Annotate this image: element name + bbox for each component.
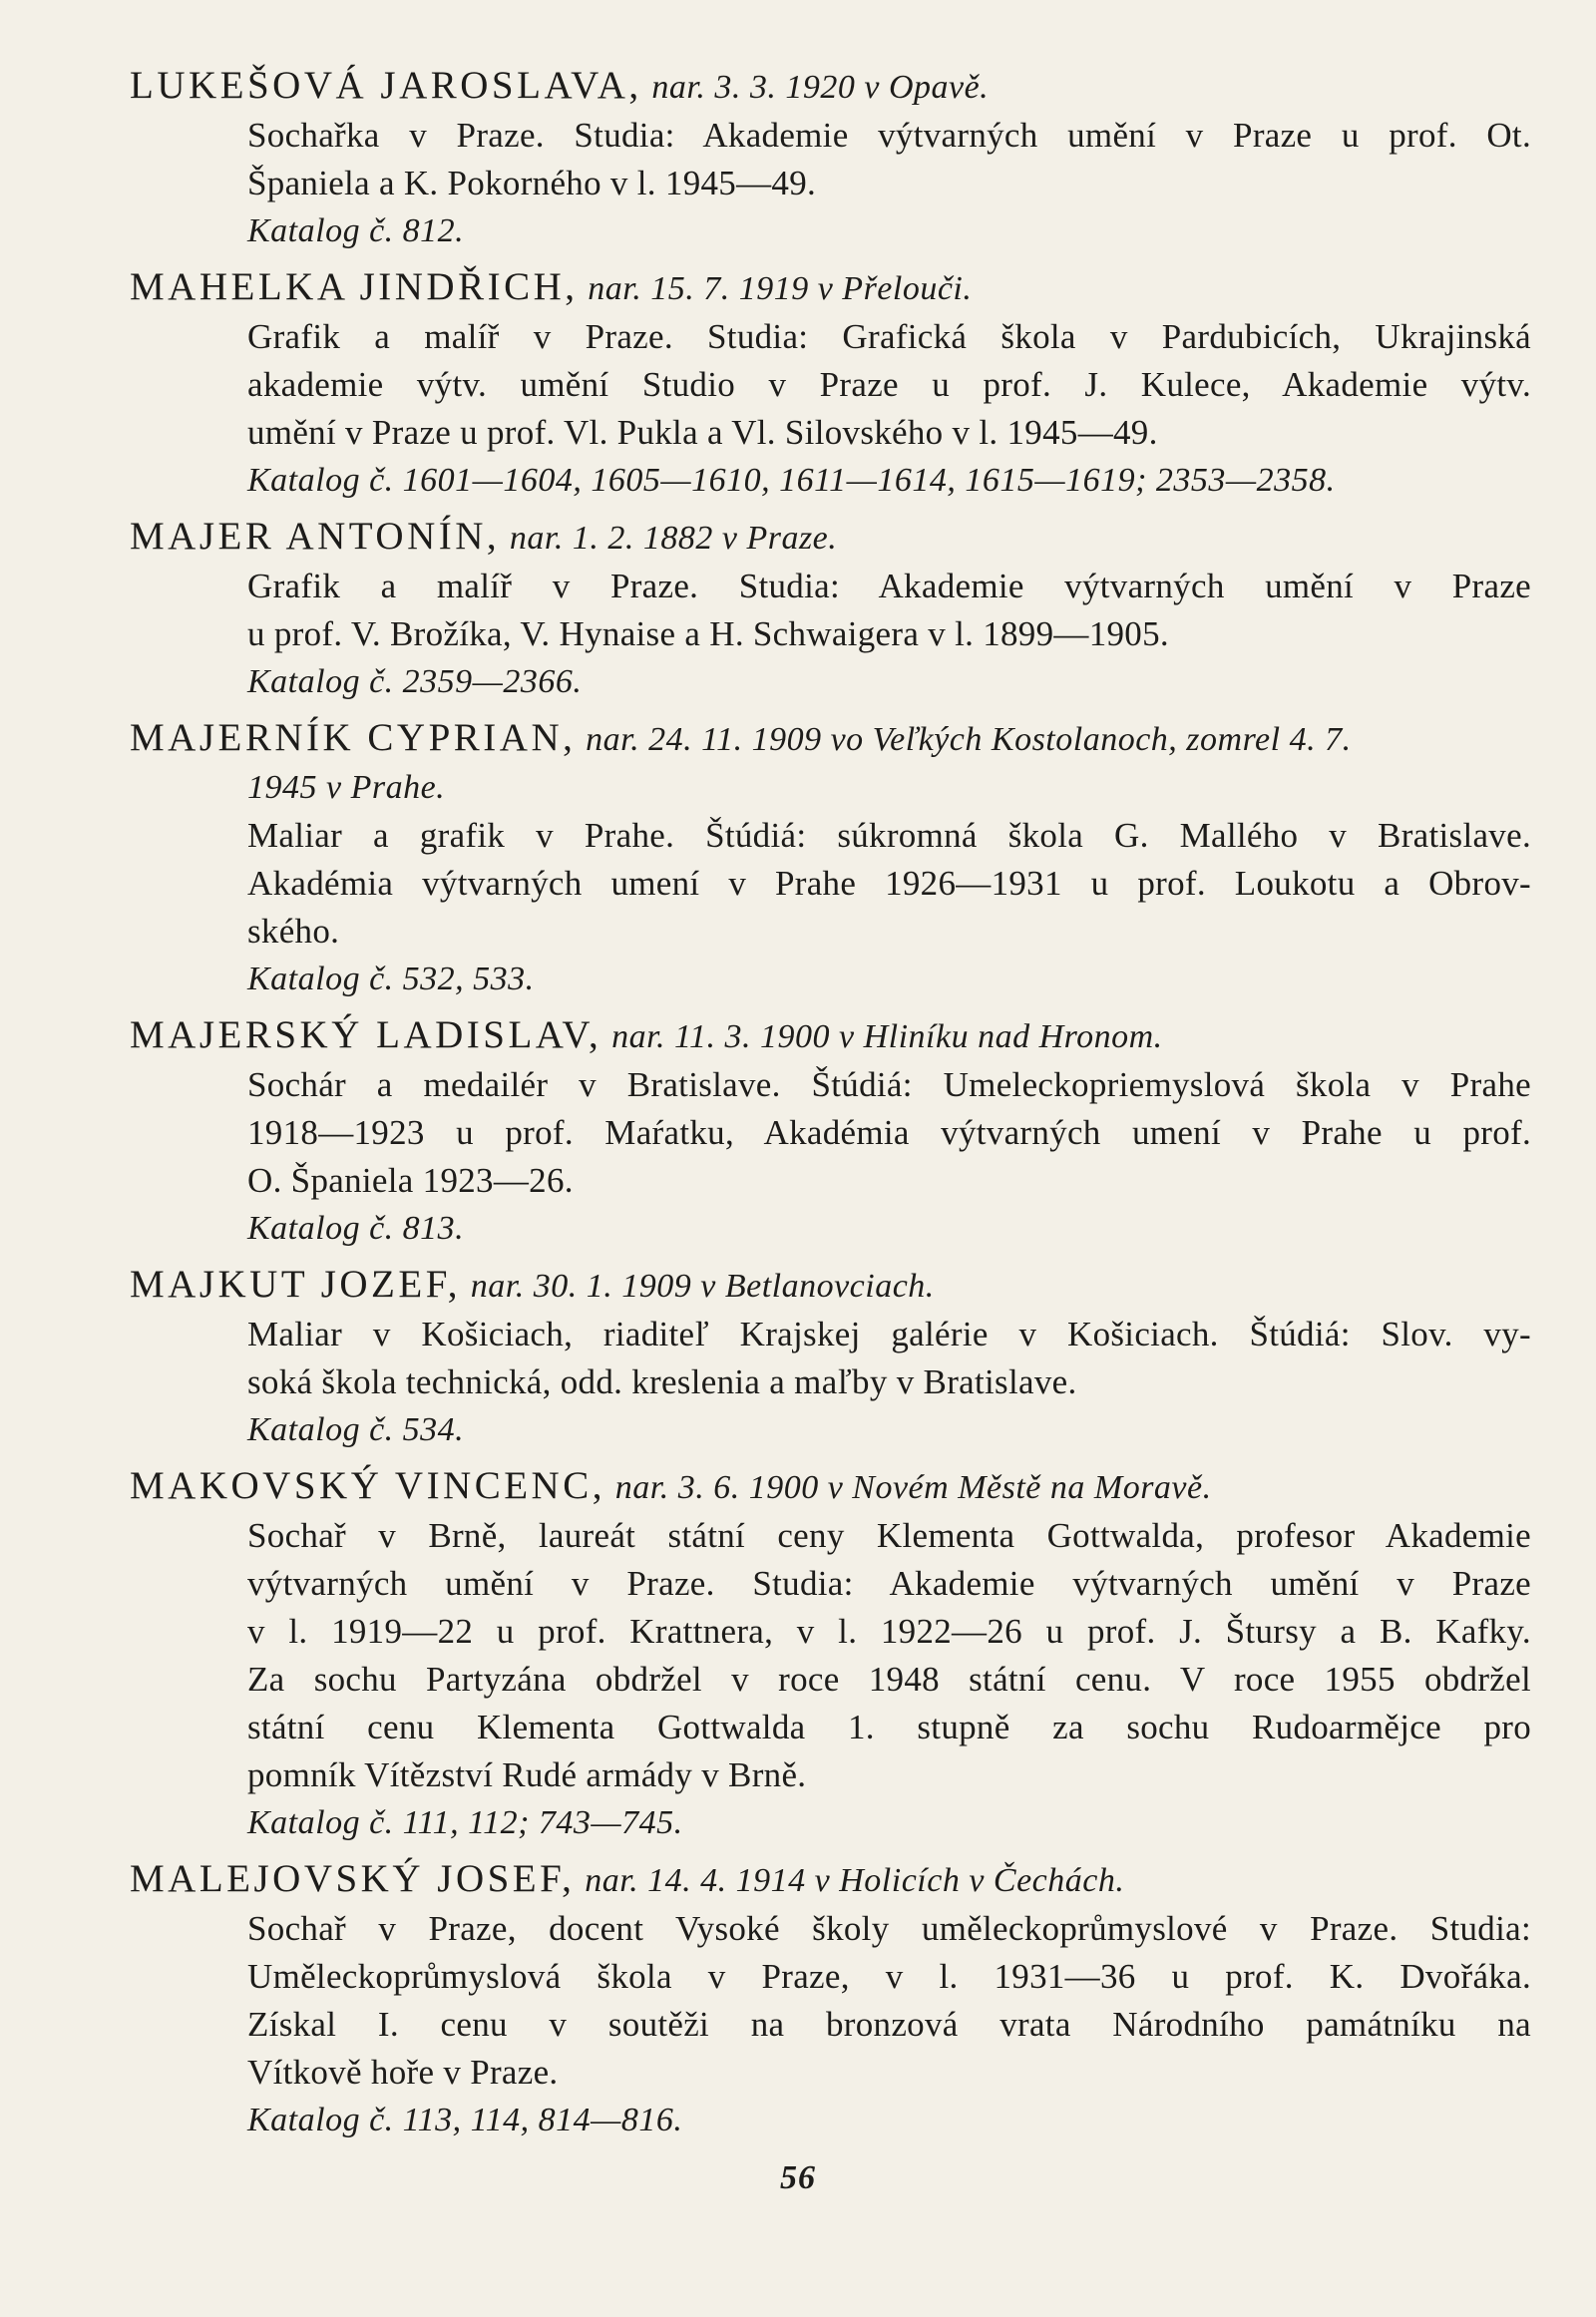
birth-info: nar. 14. 4. 1914 v Holicích v Čechách.: [585, 1862, 1125, 1899]
biography-line: Maliar a grafik v Prahe. Štúdiá: súkromná škola G. Mallého v Bratislave.: [247, 816, 1531, 855]
biography: [247, 812, 1531, 956]
entry-lukesova: [130, 62, 1531, 255]
catalog-reference: Katalog č. 812.: [247, 212, 465, 249]
biography: [247, 563, 1531, 658]
entry-heading: [130, 714, 1531, 764]
entry-heading: [130, 263, 1531, 313]
biography-line: umění v Praze u prof. Vl. Pukla a Vl. Silovského v l. 1945—49.: [247, 413, 1158, 452]
biography-line: státní cenu Klementa Gottwalda 1. stupně za sochu Rudoarmějce pro: [247, 1708, 1531, 1746]
biography: [247, 1061, 1531, 1205]
entry-majer: [130, 513, 1531, 706]
biography-line: výtvarných umění v Praze. Studia: Akademie výtvarných umění v Praze: [247, 1564, 1531, 1603]
artist-name: MAJKUT JOZEF,: [130, 1263, 462, 1306]
catalog-reference: Katalog č. 2359—2366.: [247, 663, 583, 700]
entry-malejovsky: [130, 1855, 1531, 2144]
biography: [247, 1311, 1531, 1406]
biography-line: Vítkově hoře v Praze.: [247, 2053, 559, 2092]
biography-line: ského.: [247, 912, 340, 951]
biography-line: soká škola technická, odd. kreslenia a maľby v Bratislave.: [247, 1362, 1077, 1401]
biography-line: v l. 1919—22 u prof. Krattnera, v l. 1922—26 u prof. J. Štursy a B. Kafky.: [247, 1612, 1531, 1651]
biography-line: Získal I. cenu v soutěži na bronzová vrata Národního památníku na: [247, 2005, 1531, 2044]
catalog-reference: Katalog č. 113, 114, 814—816.: [247, 2102, 683, 2138]
biography: [247, 112, 1531, 207]
biography-line: Uměleckoprůmyslová škola v Praze, v l. 1931—36 u prof. K. Dvořáka.: [247, 1957, 1531, 1996]
biography-line: Grafik a malíř v Praze. Studia: Akademie výtvarných umění v Praze: [247, 567, 1531, 605]
biography-line: akademie výtv. umění Studio v Praze u prof. J. Kulece, Akademie výtv.: [247, 365, 1531, 404]
entry-majernik: [130, 714, 1531, 1003]
entry-heading: [130, 1462, 1531, 1512]
artist-name: MAJER ANTONÍN,: [130, 515, 501, 558]
entry-majersky: [130, 1011, 1531, 1253]
entry-heading: [130, 1261, 1531, 1311]
catalog-reference: Katalog č. 111, 112; 743—745.: [247, 1804, 683, 1841]
entry-heading: [130, 1855, 1531, 1905]
biography-line: Akadémia výtvarných umení v Prahe 1926—1931 u prof. Loukotu a Obrov-: [247, 864, 1531, 903]
birth-info: nar. 30. 1. 1909 v Betlanovciach.: [470, 1268, 935, 1305]
birth-info-continued: 1945 v Prahe.: [247, 769, 446, 806]
catalog-reference: Katalog č. 534.: [247, 1411, 465, 1448]
birth-info: nar. 24. 11. 1909 vo Veľkých Kostolanoch, zomrel 4. 7.: [586, 721, 1352, 758]
biography-line: pomník Vítězství Rudé armády v Brně.: [247, 1755, 807, 1794]
entry-mahelka: [130, 263, 1531, 505]
birth-info: nar. 3. 6. 1900 v Novém Městě na Moravě.: [614, 1469, 1212, 1506]
entry-heading: [130, 1011, 1531, 1061]
birth-info: nar. 15. 7. 1919 v Přelouči.: [588, 270, 973, 307]
birth-info: nar. 1. 2. 1882 v Praze.: [509, 520, 838, 557]
catalog-reference: Katalog č. 532, 533.: [247, 961, 535, 997]
artist-name: MAJERNÍK CYPRIAN,: [130, 716, 577, 759]
biography-line: Maliar v Košiciach, riaditeľ Krajskej galérie v Košiciach. Štúdiá: Slov. vy-: [247, 1315, 1531, 1353]
birth-info: nar. 3. 3. 1920 v Opavě.: [651, 69, 990, 106]
birth-info: nar. 11. 3. 1900 v Hliníku nad Hronom.: [611, 1018, 1163, 1055]
biography-line: Španiela a K. Pokorného v l. 1945—49.: [247, 164, 817, 202]
page-number: 56: [780, 2159, 816, 2196]
biography-line: Sochař v Praze, docent Vysoké školy uměleckoprůmyslové v Praze. Studia:: [247, 1909, 1531, 1948]
artist-name: LUKEŠOVÁ JAROSLAVA,: [130, 64, 642, 107]
biography-line: 1918—1923 u prof. Maŕatku, Akadémia výtvarných umení v Prahe u prof.: [247, 1113, 1531, 1152]
artist-name: MAJERSKÝ LADISLAV,: [130, 1013, 602, 1056]
biography: [247, 1905, 1531, 2097]
biography: [247, 1512, 1531, 1799]
entry-majkut: [130, 1261, 1531, 1454]
entry-heading: [130, 513, 1531, 563]
biography: [247, 313, 1531, 457]
biography-line: Sochařka v Praze. Studia: Akademie výtvarných umění v Praze u prof. Ot.: [247, 116, 1531, 155]
catalog-reference: Katalog č. 813.: [247, 1210, 465, 1247]
biography-line: Grafik a malíř v Praze. Studia: Grafická škola v Pardubicích, Ukrajinská: [247, 317, 1531, 356]
page-content: [130, 62, 1531, 2152]
entry-heading: [130, 62, 1531, 112]
entry-makovsky: [130, 1462, 1531, 1847]
artist-name: MAKOVSKÝ VINCENC,: [130, 1464, 605, 1507]
biography-line: O. Španiela 1923—26.: [247, 1161, 574, 1200]
biography-line: Sochár a medailér v Bratislave. Štúdiá: Umeleckopriemyslová škola v Prahe: [247, 1065, 1531, 1104]
biography-line: Sochař v Brně, laureát státní ceny Klementa Gottwalda, profesor Akademie: [247, 1516, 1531, 1555]
artist-name: MAHELKA JINDŘICH,: [130, 265, 579, 308]
biography-line: Za sochu Partyzána obdržel v roce 1948 státní cenu. V roce 1955 obdržel: [247, 1660, 1531, 1699]
biography-line: u prof. V. Brožíka, V. Hynaise a H. Schwaigera v l. 1899—1905.: [247, 614, 1169, 653]
artist-name: MALEJOVSKÝ JOSEF,: [130, 1857, 576, 1900]
catalog-reference: Katalog č. 1601—1604, 1605—1610, 1611—1614, 1615—1619; 2353—2358.: [247, 462, 1336, 499]
